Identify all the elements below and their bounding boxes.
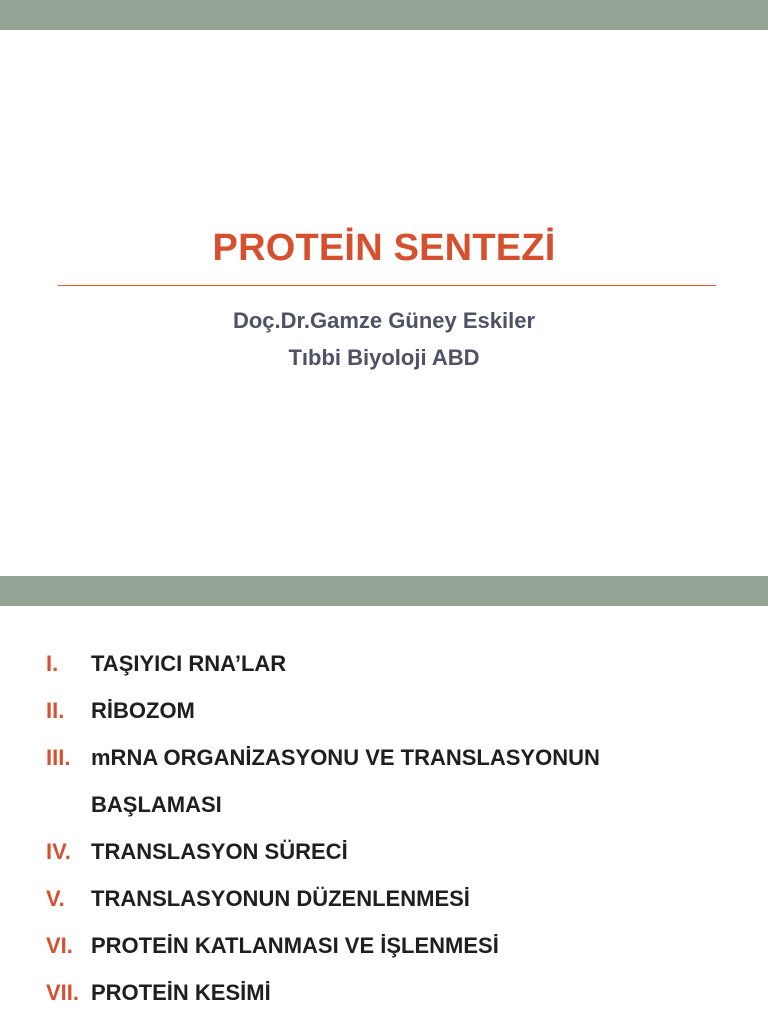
outline-slide <box>0 576 768 1024</box>
slide-header-bar <box>0 0 768 30</box>
outline-item <box>0 922 768 969</box>
outline-item <box>0 734 768 828</box>
title-divider <box>58 285 716 286</box>
outline-text: RİBOZOM <box>91 698 195 723</box>
slide-header-bar <box>0 576 768 606</box>
outline-text: PROTEİN KESİMİ <box>91 980 271 1005</box>
outline-numeral: II. <box>46 698 65 723</box>
outline-text: TAŞIYICI RNA’LAR <box>91 651 287 676</box>
outline-item <box>0 828 768 875</box>
outline-text: TRANSLASYON SÜRECİ <box>91 839 348 864</box>
outline-numeral: I. <box>46 651 59 676</box>
slide-title: PROTEİN SENTEZİ <box>212 227 556 269</box>
author-name: Doç.Dr.Gamze Güney Eskiler <box>232 308 536 333</box>
outline-text: PROTEİN KATLANMASI VE İŞLENMESİ <box>91 933 499 958</box>
outline-text: TRANSLASYONUN DÜZENLENMESİ <box>91 886 470 911</box>
outline-numeral: IV. <box>46 839 71 864</box>
department-name: Tıbbi Biyoloji ABD <box>288 345 480 370</box>
outline-numeral: V. <box>46 886 65 911</box>
outline-list <box>0 640 768 1016</box>
outline-item <box>0 875 768 922</box>
outline-numeral: VI. <box>46 933 73 958</box>
outline-item <box>0 969 768 1016</box>
outline-item <box>0 687 768 734</box>
outline-numeral: VII. <box>46 980 80 1005</box>
outline-text: mRNA ORGANİZASYONU VE TRANSLASYONUN BAŞLAMASI <box>91 745 600 817</box>
outline-item <box>0 640 768 687</box>
outline-numeral: III. <box>46 745 71 770</box>
